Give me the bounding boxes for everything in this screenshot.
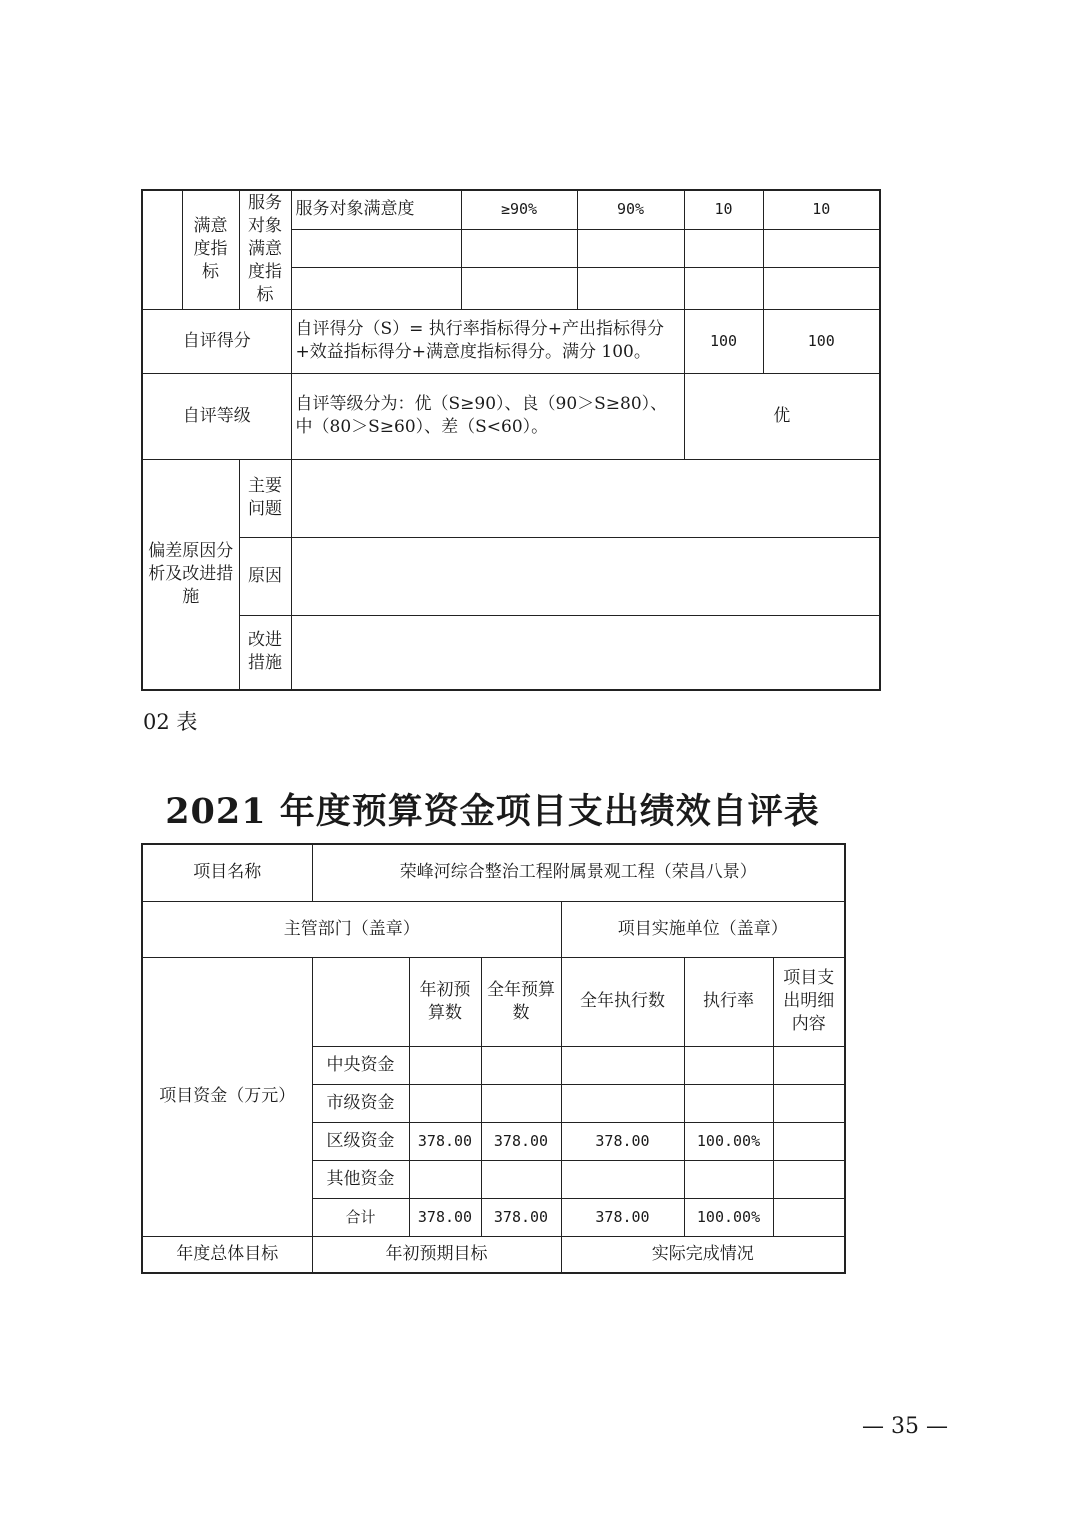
fund-row-label: 其他资金 bbox=[312, 1160, 409, 1198]
self-score-value: 100 bbox=[763, 309, 880, 373]
empty-cell bbox=[684, 267, 763, 309]
fund-rate: 100.00% bbox=[684, 1122, 773, 1160]
expected-goal-label: 年初预期目标 bbox=[312, 1236, 561, 1273]
document-title: 2021 年度预算资金项目支出绩效自评表 bbox=[165, 791, 820, 832]
fund-initial: 378.00 bbox=[409, 1198, 481, 1236]
impl-unit-label: 项目实施单位（盖章） bbox=[561, 901, 845, 957]
fund-detail bbox=[773, 1084, 845, 1122]
dept-label: 主管部门（盖章） bbox=[142, 901, 561, 957]
fund-initial bbox=[409, 1046, 481, 1084]
empty-cell bbox=[461, 229, 577, 267]
fund-detail bbox=[773, 1122, 845, 1160]
self-level-label: 自评等级 bbox=[142, 373, 291, 459]
fund-rate: 100.00% bbox=[684, 1198, 773, 1236]
fund-initial bbox=[409, 1160, 481, 1198]
deviation-analysis-label: 偏差原因分析及改进措施 bbox=[142, 459, 239, 690]
fund-row-label: 区级资金 bbox=[312, 1122, 409, 1160]
performance-table-continued bbox=[141, 189, 881, 691]
self-score-formula: 自评得分（S）= 执行率指标得分+产出指标得分+效益指标得分+满意度指标得分。满分 100。 bbox=[291, 309, 684, 373]
self-score-weight: 100 bbox=[684, 309, 763, 373]
main-issue-content bbox=[291, 459, 880, 537]
main-issue-label: 主要问题 bbox=[239, 459, 291, 537]
fund-row-label: 市级资金 bbox=[312, 1084, 409, 1122]
project-name-value: 荣峰河综合整治工程附属景观工程（荣昌八景） bbox=[312, 844, 845, 901]
self-level-value: 优 bbox=[684, 373, 880, 459]
fund-detail bbox=[773, 1160, 845, 1198]
fund-initial: 378.00 bbox=[409, 1122, 481, 1160]
cause-label: 原因 bbox=[239, 537, 291, 615]
empty-cell bbox=[577, 267, 684, 309]
empty-cell bbox=[763, 229, 880, 267]
fund-annual: 378.00 bbox=[481, 1198, 561, 1236]
fund-row-label: 合计 bbox=[312, 1198, 409, 1236]
self-score-label: 自评得分 bbox=[142, 309, 291, 373]
annual-goal-label: 年度总体目标 bbox=[142, 1236, 312, 1273]
fund-detail bbox=[773, 1198, 845, 1236]
empty-cell bbox=[291, 229, 461, 267]
fund-annual bbox=[481, 1084, 561, 1122]
empty-cell bbox=[577, 229, 684, 267]
service-item: 服务对象满意度 bbox=[291, 190, 461, 229]
empty-cell bbox=[763, 267, 880, 309]
service-weight: 10 bbox=[684, 190, 763, 229]
empty-cell bbox=[684, 229, 763, 267]
page-number: — 35 — bbox=[862, 1414, 948, 1439]
service-score: 10 bbox=[763, 190, 880, 229]
satisfaction-group-label: 满意度指标 bbox=[182, 190, 239, 309]
table-number-note: 02 表 bbox=[143, 710, 198, 734]
project-name-label: 项目名称 bbox=[142, 844, 312, 901]
self-evaluation-table bbox=[141, 843, 846, 1274]
fund-label: 项目资金（万元） bbox=[142, 957, 312, 1236]
fund-rate bbox=[684, 1046, 773, 1084]
header-executed: 全年执行数 bbox=[561, 957, 684, 1046]
fund-executed bbox=[561, 1084, 684, 1122]
improvement-label: 改进措施 bbox=[239, 615, 291, 690]
fund-executed: 378.00 bbox=[561, 1122, 684, 1160]
service-actual: 90% bbox=[577, 190, 684, 229]
blank-category-cell bbox=[142, 190, 182, 309]
actual-completion-label: 实际完成情况 bbox=[561, 1236, 845, 1273]
header-initial-budget: 年初预算数 bbox=[409, 957, 481, 1046]
fund-detail bbox=[773, 1046, 845, 1084]
empty-cell bbox=[291, 267, 461, 309]
cause-content bbox=[291, 537, 880, 615]
fund-rate bbox=[684, 1160, 773, 1198]
fund-row-label: 中央资金 bbox=[312, 1046, 409, 1084]
fund-rate bbox=[684, 1084, 773, 1122]
empty-header-cell bbox=[312, 957, 409, 1046]
fund-annual bbox=[481, 1160, 561, 1198]
fund-annual bbox=[481, 1046, 561, 1084]
fund-executed: 378.00 bbox=[561, 1198, 684, 1236]
empty-cell bbox=[461, 267, 577, 309]
improvement-content bbox=[291, 615, 880, 690]
header-detail: 项目支出明细内容 bbox=[773, 957, 845, 1046]
self-level-rule: 自评等级分为：优（S≥90）、良（90＞S≥80）、中（80＞S≥60）、差（S<60）。 bbox=[291, 373, 684, 459]
service-sub-label: 服务对象满意度指标 bbox=[239, 190, 291, 309]
fund-initial bbox=[409, 1084, 481, 1122]
service-target: ≥90% bbox=[461, 190, 577, 229]
header-rate: 执行率 bbox=[684, 957, 773, 1046]
fund-executed bbox=[561, 1046, 684, 1084]
fund-annual: 378.00 bbox=[481, 1122, 561, 1160]
header-annual-budget: 全年预算数 bbox=[481, 957, 561, 1046]
fund-executed bbox=[561, 1160, 684, 1198]
